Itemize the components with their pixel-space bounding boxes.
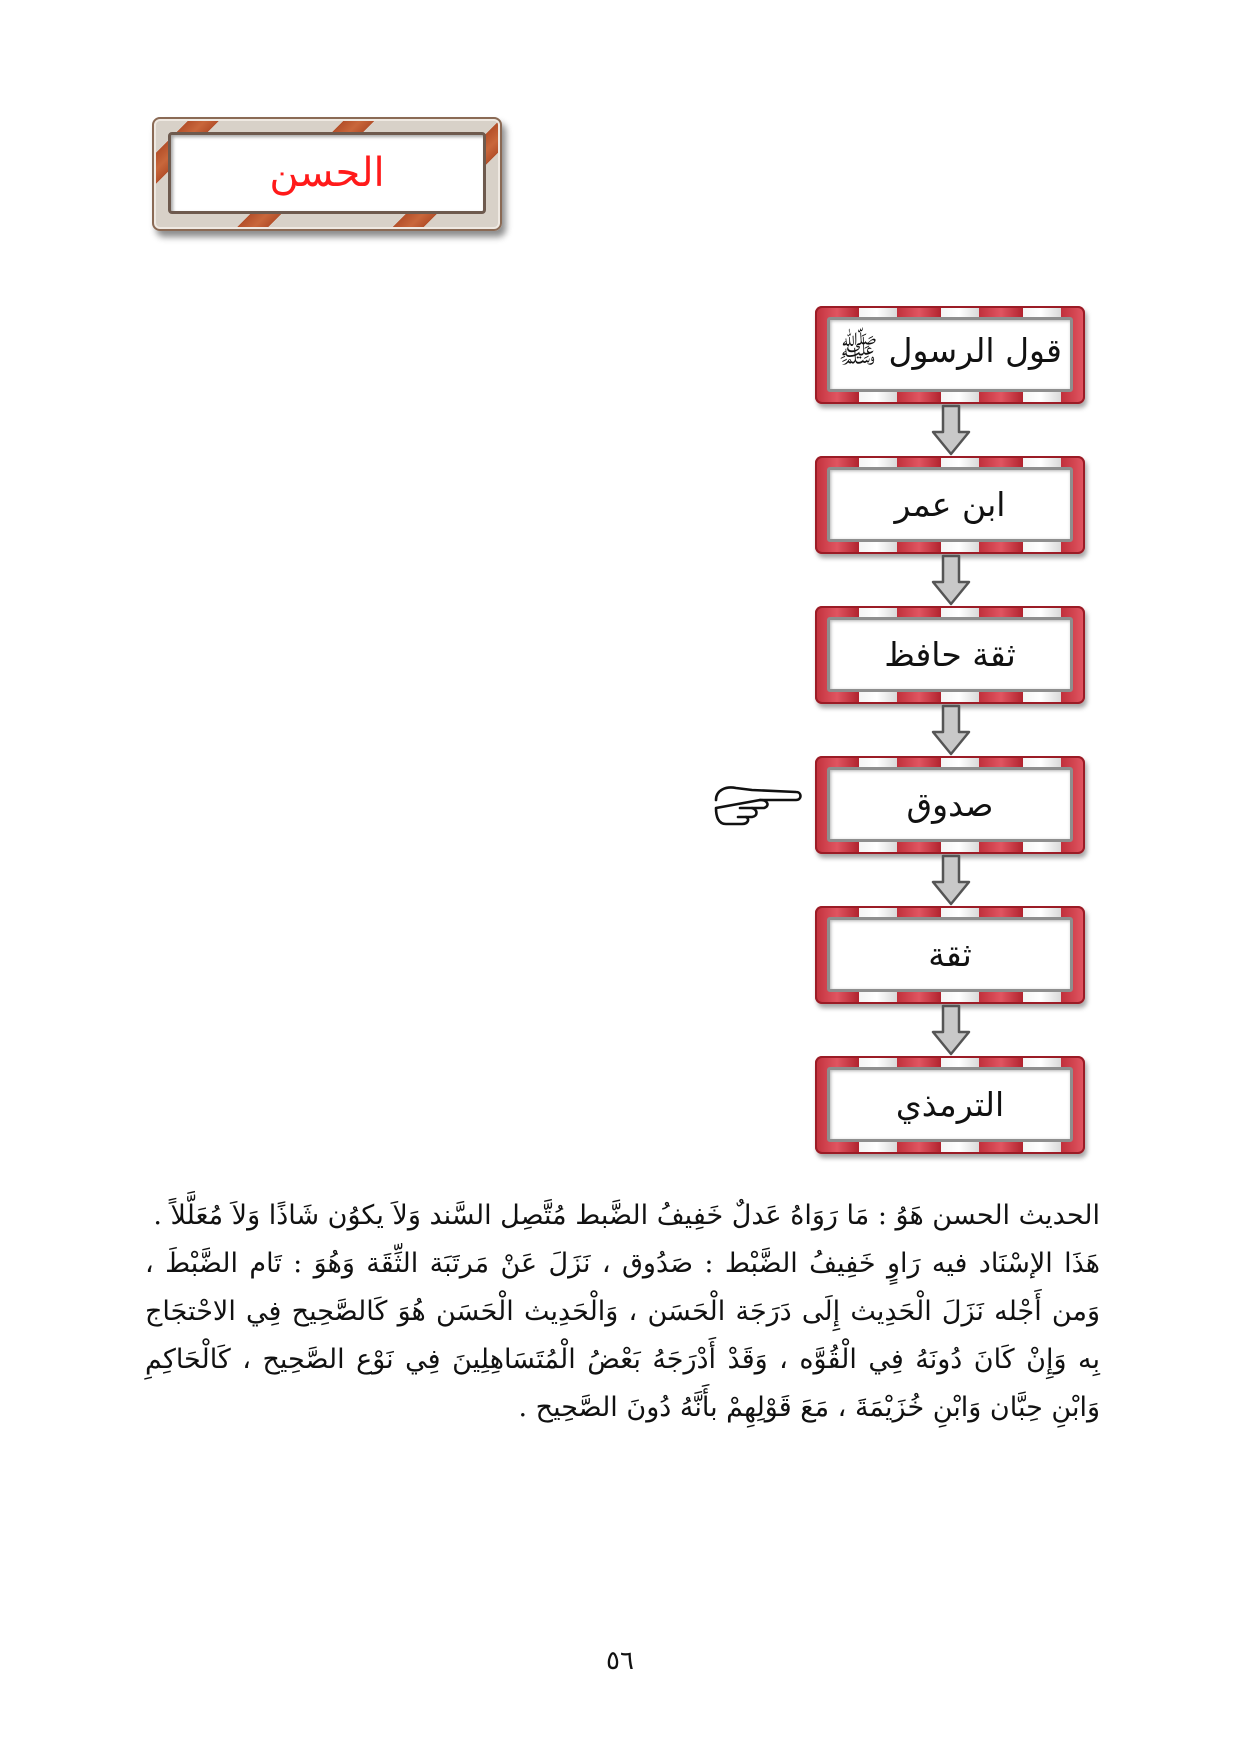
chain-label: الترمذي [895, 1085, 1005, 1124]
down-arrow-icon [931, 404, 971, 456]
down-arrow-icon [931, 704, 971, 756]
down-arrow-icon [931, 1004, 971, 1056]
page-number: ٥٦ [606, 1646, 634, 1676]
chain-label: صدوق [906, 785, 994, 824]
chain-label: ثقة حافظ [884, 635, 1016, 674]
down-arrow-icon [931, 854, 971, 906]
chain-box-thiqa-hafiz [815, 606, 1085, 704]
chain-label: ابن عمر [894, 485, 1006, 524]
chain-box-ibn-umar [815, 456, 1085, 554]
page-title: الحسن [269, 150, 385, 196]
chain-box-thiqa [815, 906, 1085, 1004]
down-arrow-icon [931, 554, 971, 606]
chain-label: قول الرسول ﷺ [838, 330, 1062, 370]
chain-label: ثقة [928, 935, 972, 974]
body-text [145, 1192, 1100, 1432]
pointing-hand-icon [712, 782, 802, 826]
explanation-paragraph: هَذَا الإسْنَاد فيه رَاوٍ خَفِيفُ الضَّبْط : صَدُوق ، نَزَلَ عَنْ مَرتَبَة الثِّقَة وَهُوَ : تَام الضَّبْطَ ، وَمن أَجْله نَزَلَ الْحَدِيث إِلَى دَرَجَة الْحَسَن ، وَالْحَدِيث الْحَسَن هُوَ كَالصَّحِيح فِي الاحْتجَاج بِه وَإِنْ كَانَ دُونَهُ فِي الْقُوَّه ، وَقَدْ أَدْرَجَهُ بَعْضُ الْمُتَسَاهِلِينَ فِي نَوْع الصَّحِيح ، كَالْحَاكِمِ وَابْنِ حِبَّان وَابْنِ خُزَيْمَةَ ، مَعَ قَوْلِهِمْ بأَنَّهُ دُونَ الصَّحِيح . [145, 1248, 1100, 1423]
chain-box-saduq [815, 756, 1085, 854]
chain-box-tirmidhi [815, 1056, 1085, 1154]
title-frame [152, 117, 502, 231]
title-inner [168, 132, 486, 214]
definition-paragraph: الحديث الحسن هَوُ : مَا رَوَاهُ عَدلٌ خَفِيفُ الضَّبط مُتَّصِل السَّند وَلاَ يكوُن شَاذًا وَلاَ مُعَلَّلاً . [153, 1200, 1100, 1231]
chain-box-prophet-saying [815, 306, 1085, 404]
